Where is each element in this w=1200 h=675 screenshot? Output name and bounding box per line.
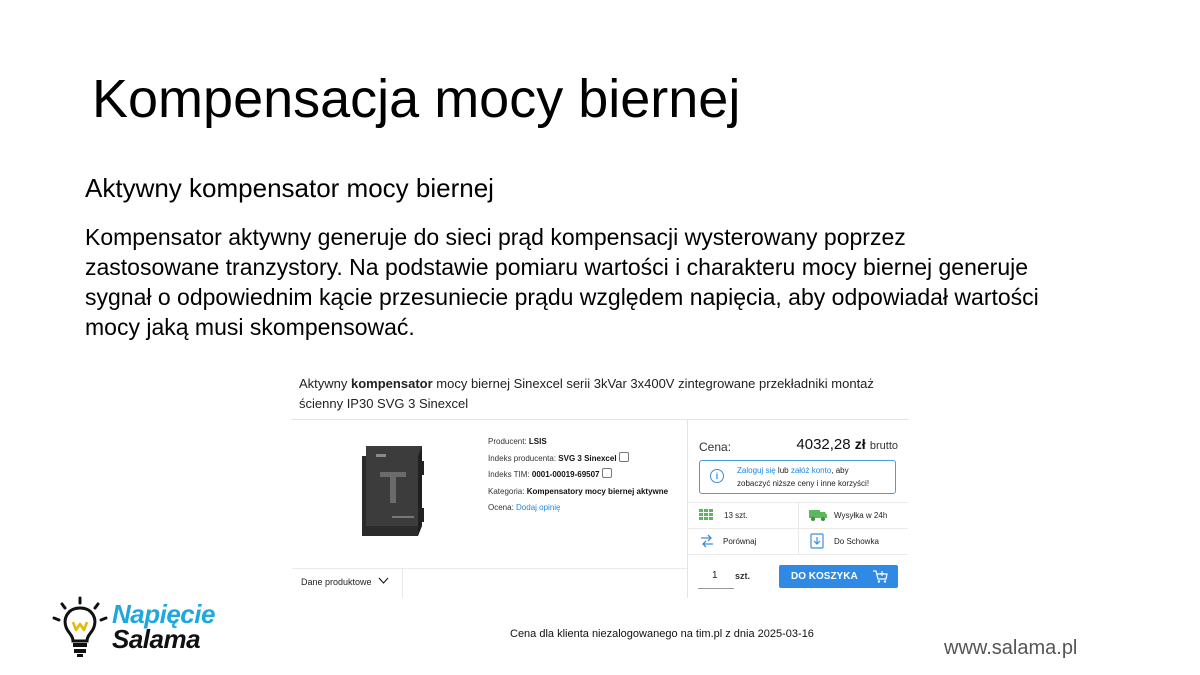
info-icon: i — [710, 469, 724, 483]
slide-title: Kompensacja mocy biernej — [92, 69, 741, 129]
product-title: Aktywny kompensator mocy biernej Sinexcel serii 3kVar 3x400V zintegrowane przekładniki montaż ścienny IP30 SVG 3 Sinexcel — [299, 376, 874, 411]
shipping-info: Wysyłka w 24h — [834, 511, 888, 520]
stock-count: 13 szt. — [724, 511, 748, 520]
tim-index-row: Indeks TIM: 0001-00019-69507 — [488, 467, 668, 484]
price-label: Cena: — [699, 440, 732, 454]
logo-line-2: Salama — [112, 624, 201, 654]
price: 4032,28 zł brutto — [796, 436, 898, 453]
login-link[interactable]: Zaloguj się — [737, 466, 776, 475]
mfr-index-row: Indeks producenta: SVG 3 Sinexcel — [488, 451, 668, 468]
website-url: www.salama.pl — [944, 637, 1078, 659]
add-review-link[interactable]: Dodaj opinię — [516, 503, 561, 512]
price-caption: Cena dla klienta niezalogowanego na tim.pl z dnia 2025-03-16 — [510, 628, 814, 640]
category-row: Kategoria: Kompensatory mocy biernej aktywne — [488, 486, 669, 496]
lightbulb-icon — [48, 596, 110, 658]
producer-row: Producent: LSIS — [488, 437, 547, 446]
rating-row: Ocena: Dodaj opinię — [488, 503, 561, 512]
quantity-input[interactable]: 1 — [712, 570, 718, 581]
save-button[interactable]: Do Schowka — [834, 537, 879, 546]
tab-product-details[interactable]: Dane produktowe — [301, 577, 389, 587]
compare-button[interactable]: Porównaj — [723, 537, 757, 546]
product-meta — [488, 434, 668, 517]
login-info-box: i Zaloguj się lub załóż konto, aby zobaczyć niższe ceny i inne korzyści! — [699, 460, 896, 494]
logo — [48, 596, 228, 662]
product-image — [362, 446, 424, 536]
quantity-unit: szt. — [735, 571, 751, 581]
truck-icon — [809, 509, 828, 522]
save-to-clipboard-icon[interactable] — [810, 533, 825, 549]
chevron-down-icon — [378, 577, 389, 585]
create-account-link[interactable]: załóż konto — [790, 466, 832, 475]
logo-line-1: Napięcie — [112, 599, 215, 629]
cart-icon — [873, 570, 888, 583]
slide-body-text: Kompensator aktywny generuje do sieci prąd kompensacji wysterowany poprzez zastosowane tranzystory. Na podstawie pomiaru wartości i charakteru mocy biernej generuje sygnał o odpowiednim kącie przesuniecie prądu względem napięcia, aby odpowiadał wartości mocy jaką musi skompensować. — [85, 224, 1039, 340]
copy-icon[interactable] — [619, 452, 629, 462]
copy-icon[interactable] — [602, 468, 612, 478]
slide-subtitle: Aktywny kompensator mocy biernej — [85, 173, 494, 203]
product-screenshot — [292, 368, 908, 598]
stock-icon — [699, 509, 716, 521]
add-to-cart-button[interactable]: DO KOSZYKA — [779, 565, 898, 588]
compare-icon[interactable] — [699, 533, 715, 549]
